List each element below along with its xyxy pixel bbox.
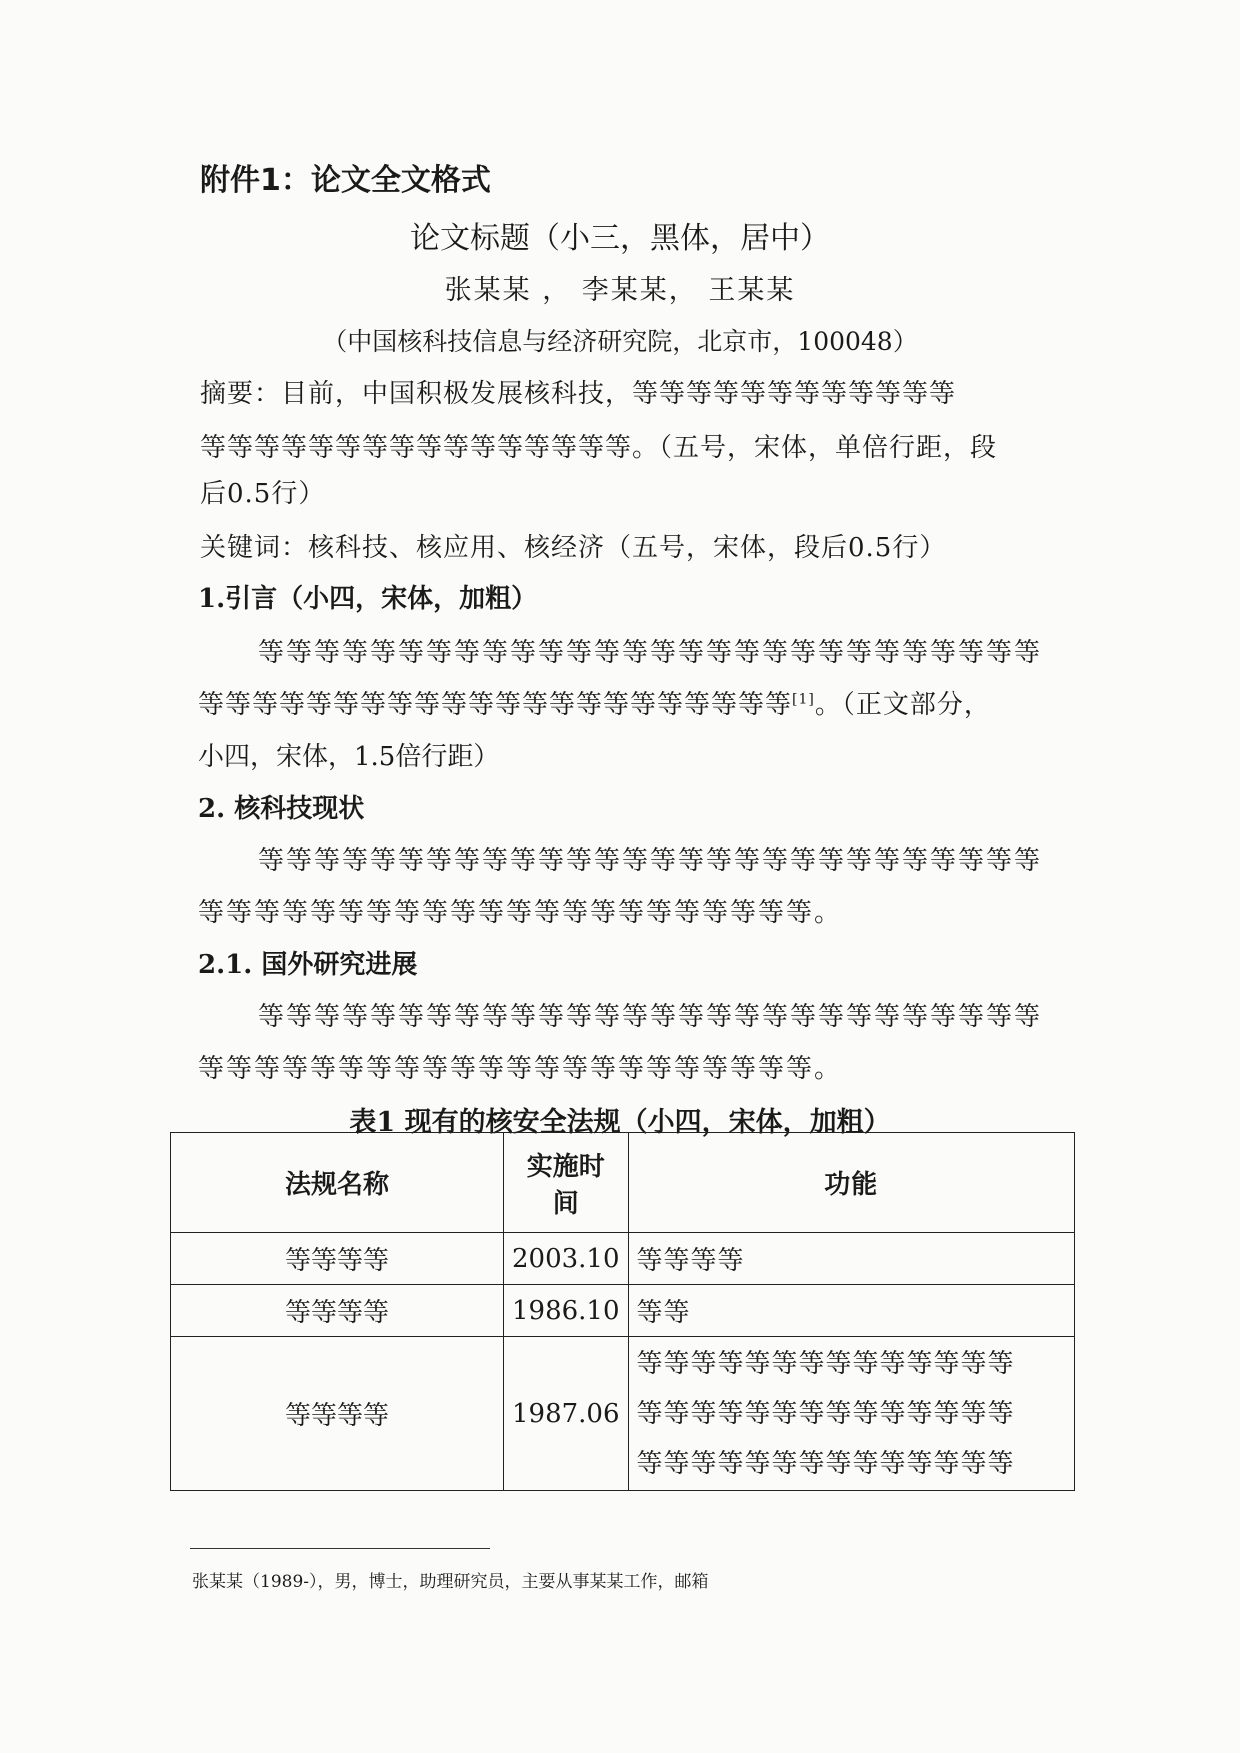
cell-date: 2003.10 — [504, 1233, 629, 1285]
cell-function: 等等 — [628, 1285, 1074, 1337]
affiliation: （中国核科技信息与经济研究院，北京市，100048） — [322, 327, 918, 356]
paragraph-line — [198, 684, 991, 721]
section-heading-introduction: 1.引言（小四，宋体，加粗） — [198, 584, 538, 614]
paragraph-line: 等等等等等等等等等等等等等等等等等等等等等等等等等等等等 — [258, 638, 1043, 668]
table-caption: 表1 现有的核安全法规（小四，宋体，加粗） — [349, 1107, 891, 1138]
header-effective-date-line-1: 实施时 — [526, 1151, 605, 1182]
cell-date: 1986.10 — [504, 1285, 629, 1337]
footnote-divider — [190, 1548, 490, 1549]
paragraph-line: 等等等等等等等等等等等等等等等等等等等等等等。 — [198, 898, 843, 928]
keywords: 关键词：核科技、核应用、核经济（五号，宋体，段后0.5行） — [200, 533, 947, 563]
section-heading-foreign-research: 2.1. 国外研究进展 — [198, 950, 418, 980]
cell-name: 等等等等 — [171, 1337, 504, 1491]
cell-function — [628, 1337, 1074, 1491]
cell-function-line: 等等等等等等等等等等等等等等 — [636, 1348, 1015, 1379]
cell-function: 等等等等 — [628, 1233, 1074, 1285]
abstract-line-2: 等等等等等等等等等等等等等等等等。（五号，宋体，单倍行距，段 — [200, 433, 998, 463]
footnote: 张某某（1989-），男，博士，助理研究员，主要从事某某工作，邮箱 — [192, 1572, 709, 1592]
cell-name: 等等等等 — [171, 1285, 504, 1337]
header-regulation-name: 法规名称 — [171, 1133, 504, 1233]
paragraph-line: 小四，宋体，1.5倍行距） — [198, 742, 500, 772]
cell-function-line: 等等等等等等等等等等等等等等 — [636, 1398, 1015, 1429]
cell-date: 1987.06 — [504, 1337, 629, 1491]
authors: 张某某 ， 李某某， 王某某 — [444, 275, 796, 306]
citation-marker: [1] — [792, 691, 815, 708]
paragraph-text: 等等等等等等等等等等等等等等等等等等等等等等 — [198, 690, 793, 720]
header-function: 功能 — [628, 1133, 1074, 1233]
section-heading-status: 2. 核科技现状 — [198, 794, 365, 824]
abstract-line-3: 后0.5行） — [200, 479, 326, 509]
regulations-table — [170, 1132, 1075, 1491]
attachment-label: 附件1：论文全文格式 — [200, 163, 491, 198]
paragraph-line: 等等等等等等等等等等等等等等等等等等等等等等等等等等等等 — [258, 1002, 1043, 1032]
table-row — [171, 1337, 1075, 1491]
table-row — [171, 1233, 1075, 1285]
header-effective-date-line-2: 间 — [552, 1188, 579, 1219]
paragraph-line: 等等等等等等等等等等等等等等等等等等等等等等。 — [198, 1054, 843, 1084]
table-header-row — [171, 1133, 1075, 1233]
table-row — [171, 1285, 1075, 1337]
paragraph-line: 等等等等等等等等等等等等等等等等等等等等等等等等等等等等 — [258, 846, 1043, 876]
cell-name: 等等等等 — [171, 1233, 504, 1285]
cell-function-line: 等等等等等等等等等等等等等等 — [636, 1448, 1015, 1479]
paper-title: 论文标题（小三，黑体，居中） — [410, 221, 830, 256]
header-effective-date — [504, 1133, 629, 1233]
abstract-line-1: 摘要：目前，中国积极发展核科技，等等等等等等等等等等等等 — [200, 379, 957, 409]
paragraph-text: 。（正文部分， — [814, 690, 991, 720]
